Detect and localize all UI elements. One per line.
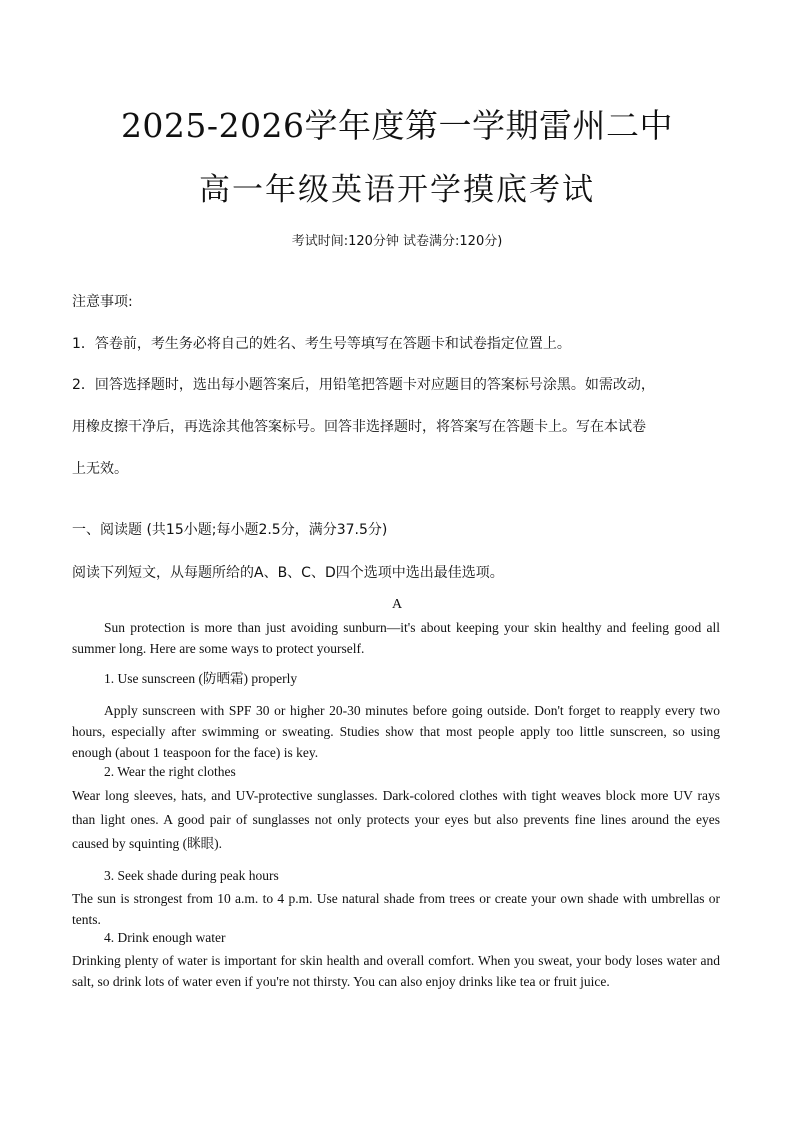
passage-heading-1: 1. Use sunscreen (防晒霜) properly [104,671,298,686]
passage-intro: Sun protection is more than just avoiding sunburn—it's about keeping your skin healthy and feeling good all summer long. Here are some ways to protect yourself. [72,620,720,656]
notes-item-2-line-1: 2．回答选择题时，选出每小题答案后，用铅笔把答题卡对应题目的答案标号涂黑。如需改动， [72,377,655,393]
notes-item-2-line-2: 用橡皮擦干净后，再选涂其他答案标号。回答非选择题时，将答案写在答题卡上。写在本试卷 [72,419,646,435]
notes-label: 注意事项: [72,294,133,310]
notes-item-2-line-3: 上无效。 [72,461,128,477]
exam-info: 考试时间:120分钟 试卷满分:120分) [291,234,503,249]
passage-heading-3: 3. Seek shade during peak hours [104,868,279,883]
exam-title-line2: 高一年级英语开学摸底考试 [199,172,595,208]
passage-paragraph-3: The sun is strongest from 10 a.m. to 4 p.m. Use natural shade from trees or create your own shade with umbrellas or tents. [72,891,720,927]
passage-heading-2: 2. Wear the right clothes [104,764,236,779]
section-instruction: 阅读下列短文，从每题所给的A、B、C、D四个选项中选出最佳选项。 [72,565,504,581]
passage-paragraph-2: Wear long sleeves, hats, and UV-protective sunglasses. Dark-colored clothes with tight weaves block more UV rays than light ones. A good pair of sunglasses not only protects your eyes but also prevents fine lines around the eyes caused by squinting (眯眼). [72,788,720,851]
passage-heading-4: 4. Drink enough water [104,930,226,945]
passage-paragraph-4: Drinking plenty of water is important for skin health and overall comfort. When you sweat, your body loses water and salt, so drink lots of water even if you're not thirsty. You can also enjoy drinks like tea or fruit juice. [72,953,720,989]
passage-letter: A [391,597,403,612]
passage-paragraph-1: Apply sunscreen with SPF 30 or higher 20-30 minutes before going outside. Don't forget to reapply every two hours, especially after swimming or sweating. Studies show that most people apply too little sunscreen, so using enough (about 1 teaspoon for the face) is key. [72,703,720,760]
section-title: 一、阅读题 (共15小题;每小题2.5分，满分37.5分) [72,522,388,538]
notes-item-1: 1．答卷前，考生务必将自己的姓名、考生号等填写在答题卡和试卷指定位置上。 [72,336,571,352]
exam-title-line1: 2025-2026学年度第一学期雷州二中 [120,106,674,145]
